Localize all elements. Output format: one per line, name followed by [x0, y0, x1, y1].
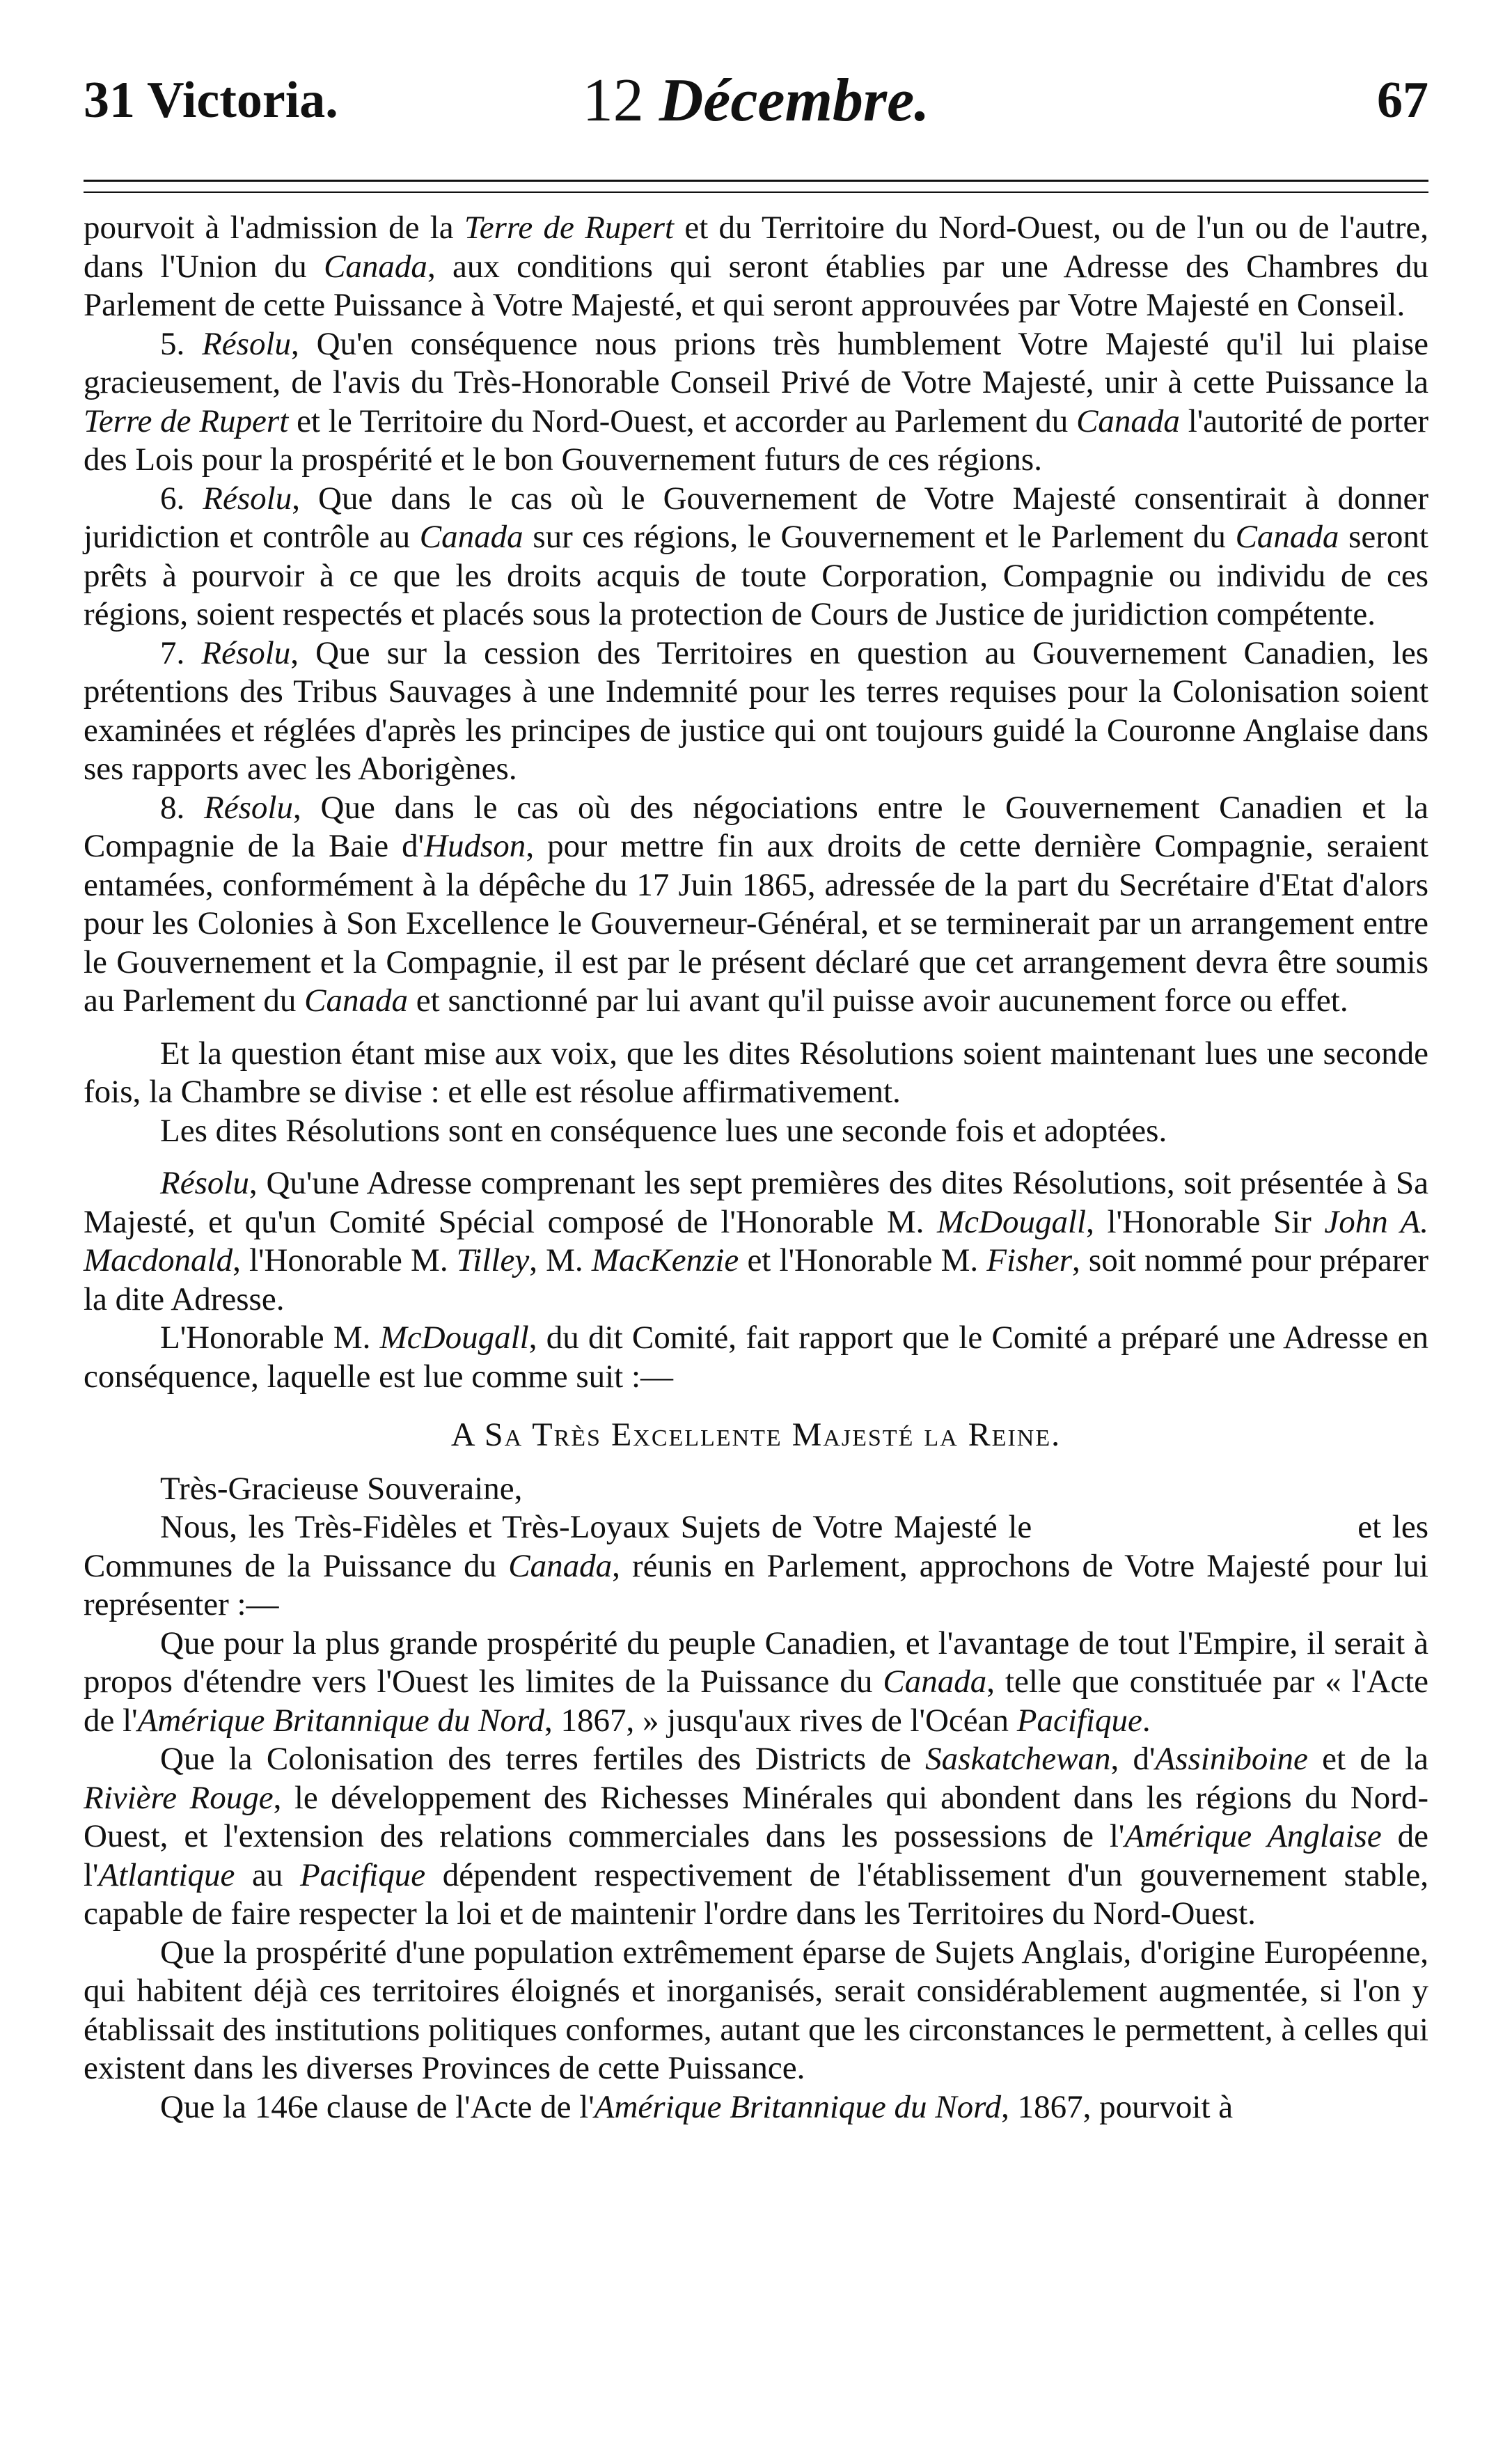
page-number: 67 — [1377, 72, 1428, 129]
paragraph: L'Honorable M. McDougall, du dit Comité, fait rapport que le Comité a préparé une Adresse en conséquence, laquelle est lue comme suit :— — [84, 1320, 1428, 1395]
address-heading: A Sa Très Excellente Majesté la Reine. — [450, 1416, 1062, 1453]
header-date — [84, 65, 1428, 136]
running-header — [84, 67, 1428, 134]
paragraph: Que la prospérité d'une population extrêmement éparse de Sujets Anglais, d'origine Européenne, qui habitent déjà ces territoires éloignés et inorganisés, serait considérablement augmentée, si l'on y établissait des institutions politiques conformes, autant que les circonstances le permettent, à celles qui existent dans les diverses Provinces de cette Puissance. — [84, 1934, 1428, 2086]
paragraph: Et la question étant mise aux voix, que les dites Résolutions soient maintenant lues une seconde fois, la Chambre se divise : et elle est résolue affirmativement. — [84, 1035, 1428, 1110]
paragraph: 5. Résolu, Qu'en conséquence nous prions très humblement Votre Majesté qu'il lui plaise gracieusement, de l'avis du Très-Honorable Conseil Privé de Votre Majesté, unir à cette Puissance la Terre de Rupert et le Territoire du Nord-Ouest, et accorder au Parlement du Canada l'autorité de porter des Lois pour la prospérité et le bon Gouvernement futurs de ces régions. — [84, 325, 1429, 478]
paragraph: Nous, les Très-Fidèles et Très-Loyaux Sujets de Votre Majesté le et les Communes de la Puissance du Canada, réunis en Parlement, approchons de Votre Majesté pour lui représenter :— — [84, 1509, 1428, 1622]
paragraph: 8. Résolu, Que dans le cas où des négociations entre le Gouvernement Canadien et la Compagnie de la Baie d'Hudson, pour mettre fin aux droits de cette dernière Compagnie, seraient entamées, conformément à la dépêche du 17 Juin 1865, adressée de la part du Secrétaire d'Etat d'alors pour les Colonies à Son Excellence le Gouverneur-Général, et se terminerait par un arrangement entre le Gouvernement et la Compagnie, il est par le présent déclaré que cet arrangement devra être soumis au Parlement du Canada et sanctionné par lui avant qu'il puisse avoir aucunement force ou effet. — [84, 789, 1429, 1019]
paragraph: Que pour la plus grande prospérité du peuple Canadien, et l'avantage de tout l'Empire, il serait à propos d'étendre vers l'Ouest les limites de la Puissance du Canada, telle que constituée par « l'Acte de l'Amérique Britannique du Nord, 1867, » jusqu'aux rives de l'Océan Pacifique. — [84, 1625, 1428, 1739]
document-body — [84, 209, 1428, 2127]
paragraph: Résolu, Qu'une Adresse comprenant les sept premières des dites Résolutions, soit présentée à Sa Majesté, et qu'un Comité Spécial composé de l'Honorable M. McDougall, l'Honorable Sir John A. Macdonald, l'Honorable M. Tilley, M. MacKenzie et l'Honorable M. Fisher, soit nommé pour préparer la dite Adresse. — [84, 1165, 1428, 1317]
paragraph: pourvoit à l'admission de la Terre de Rupert et du Territoire du Nord-Ouest, ou de l'un ou de l'autre, dans l'Union du Canada, aux conditions qui seront établies par une Adresse des Chambres du Parlement de cette Puissance à Votre Majesté, et qui seront approuvées par Votre Majesté en Conseil. — [84, 210, 1428, 323]
paragraph: Que la Colonisation des terres fertiles des Districts de Saskatchewan, d'Assiniboine et de la Rivière Rouge, le développement des Richesses Minérales qui abondent dans les régions du Nord-Ouest, et l'extension des relations commerciales dans les possessions de l'Amérique Anglaise de l'Atlantique au Pacifique dépendent respectivement de l'établissement d'un gouvernement stable, capable de faire respecter la loi et de maintenir l'ordre dans les Territoires du Nord-Ouest. — [84, 1741, 1429, 1932]
paragraph: 7. Résolu, Que sur la cession des Territoires en question au Gouvernement Canadien, les prétentions des Tribus Sauvages à une Indemnité pour les terres requises pour la Colonisation soient examinées et réglées d'après les principes de justice qui ont toujours guidé la Couronne Anglaise dans ses rapports avec les Aborigènes. — [84, 634, 1429, 787]
paragraph: 6. Résolu, Que dans le cas où le Gouvernement de Votre Majesté consentirait à donner juridiction et contrôle au Canada sur ces régions, le Gouvernement et le Parlement du Canada seront prêts à pourvoir à ce que les droits acquis de toute Corporation, Compagnie ou individu de ces régions, soient respectés et placés sous la protection de Cours de Justice de juridiction compétente. — [84, 480, 1428, 632]
header-date-day: 12 — [582, 67, 644, 134]
header-date-month: Décembre. — [659, 67, 930, 134]
paragraph: Que la 146e clause de l'Acte de l'Amérique Britannique du Nord, 1867, pourvoit à — [160, 2088, 1234, 2125]
paragraph: Les dites Résolutions sont en conséquence lues une seconde fois et adoptées. — [160, 1112, 1167, 1149]
paragraph: Très-Gracieuse Souveraine, — [160, 1470, 523, 1507]
header-volume: 31 Victoria. — [84, 72, 338, 129]
header-double-rule — [84, 180, 1428, 193]
